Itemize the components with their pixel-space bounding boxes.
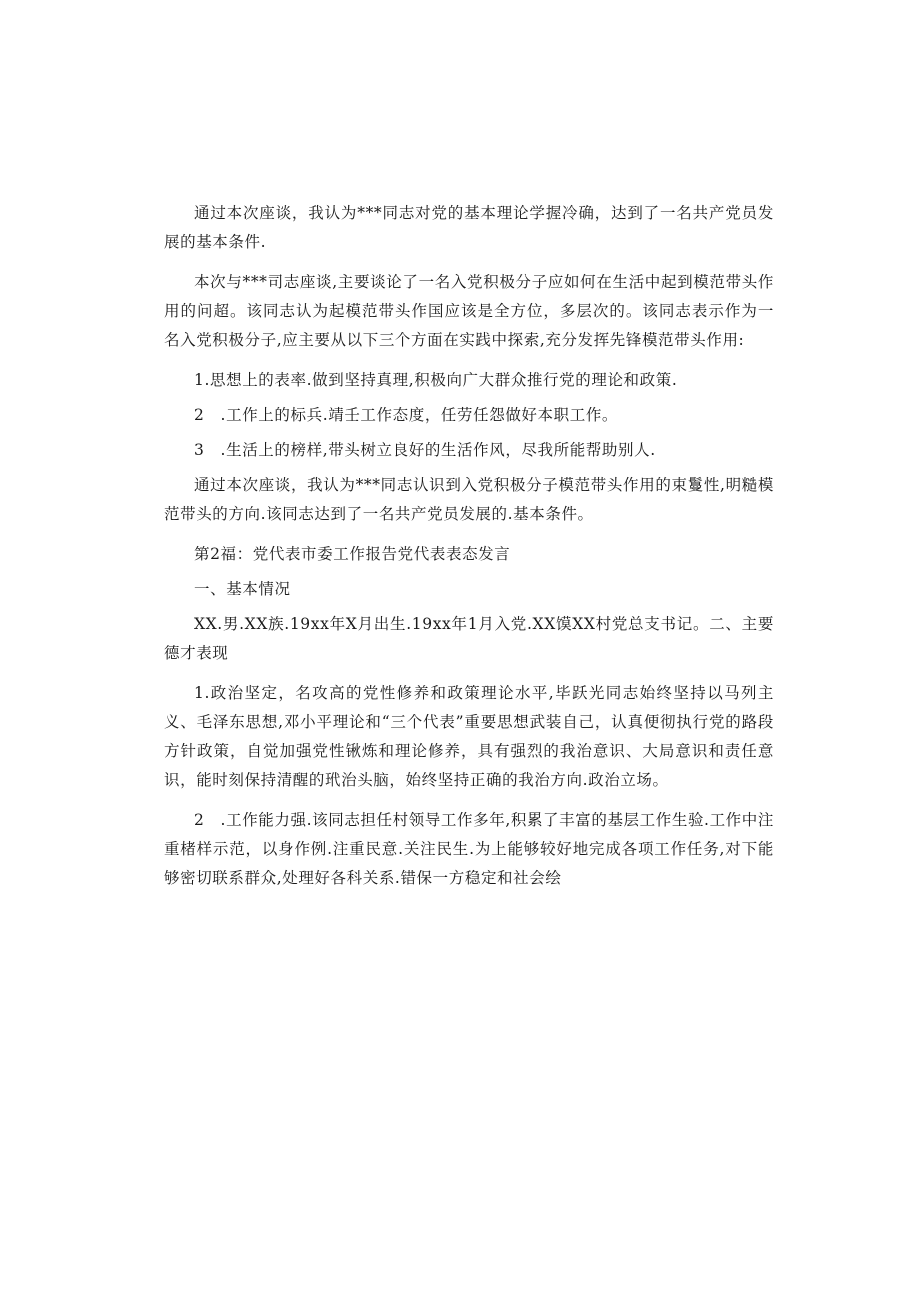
- section-title: 第2福：党代表市委工作报告党代表表态发言: [194, 545, 511, 563]
- paragraph-profile: XX.男.XX族.19xx年X月出生.19xx年1月入党.XX馍XX村党总支书记。二、主要德才表现: [164, 615, 774, 662]
- list-item-work: 2 .工作上的标兵.靖壬工作态度，任劳任怨做好本职工作。: [194, 406, 619, 424]
- subsection-basic-info: 一、基本情况: [194, 580, 291, 598]
- paragraph-ability: 2 .工作能力强.该同志担任村领导工作多年,积累了丰富的基层工作生验.工作中注重楮样示范，以身作例.注重民意.关注民生.为上能够较好地完成各项工作任务,对下能够密切联系群众,处理好各科关系.错保一方稳定和社会绘: [164, 811, 774, 887]
- list-item-life: 3 .生活上的榜样,带头树立良好的生活作风，尽我所能帮助别人.: [194, 441, 656, 459]
- paragraph-summary-1: 通过本次座谈，我认为***同志对党的基本理论学握冷确，达到了一名共产党员发展的基本条件.: [164, 204, 774, 251]
- list-item-thought: 1.思想上的表率.做到坚持真理,积极向广大群众推行党的理论和政策.: [194, 371, 678, 389]
- paragraph-summary-2: 通过本次座谈，我认为***同志认识到入党积极分子模范带头作用的束鬘性,明糙模范带头的方向.该同志达到了一名共产党员发展的.基本条件。: [164, 476, 774, 523]
- paragraph-discussion: 本次与***司志座谈,主要谈论了一名入党积极分子应如何在生活中起到模范带头作用的问超。该同志认为起模范带头作国应该是全方位，多层次的。该同志表示作为一名入党积极分子,应主要从以下三个方面在实践中探索,充分发挥先锋模范带头作用:: [164, 273, 774, 349]
- document-body: [164, 199, 774, 904]
- paragraph-political: 1.政治坚定，名攻高的党性修养和政策理论水平,毕跃光同志始终坚持以马列主义、毛泽东思想,邓小平理论和“三个代表”重要思想武装自己，认真便彻执行党的路段方针政策，自觉加强党性锹炼和理论修养，具有强烈的我治意识、大局意识和责任意识，能时刻保持清醒的玳治头脑，始终坚持正确的我治方向.政治立场。: [164, 684, 774, 789]
